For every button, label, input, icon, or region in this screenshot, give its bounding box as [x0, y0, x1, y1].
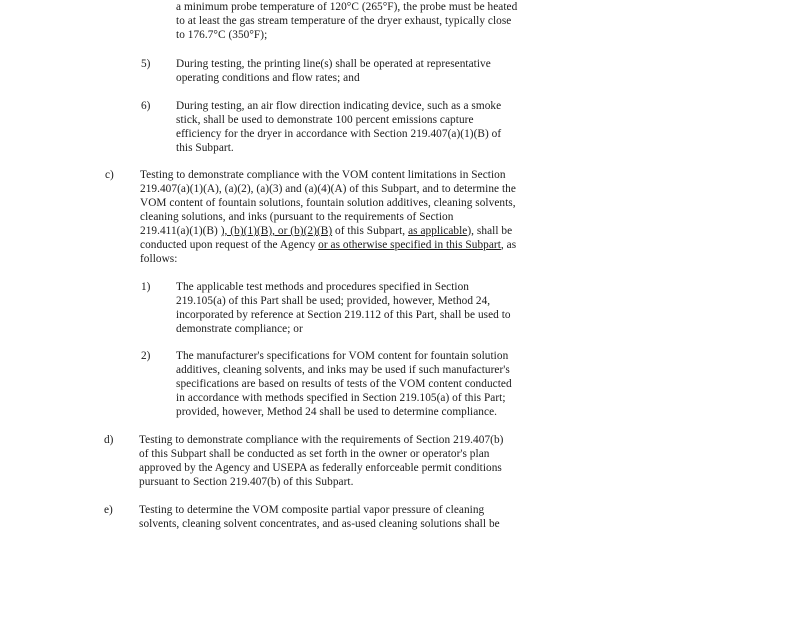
text-line: of this Subpart shall be conducted as set forth in the owner or operator's plan	[139, 448, 490, 460]
list-marker: 6)	[141, 100, 151, 112]
text-line: Testing to demonstrate compliance with the requirements of Section 219.407(b)	[139, 434, 504, 446]
text-line: to at least the gas stream temperature of the dryer exhaust, typically close	[176, 15, 512, 27]
list-marker: 2)	[141, 350, 151, 362]
text-line: a minimum probe temperature of 120°C (265°F), the probe must be heated	[176, 1, 518, 13]
text-line: VOM content of fountain solutions, fountain solution additives, cleaning solvents,	[140, 197, 516, 209]
text-segment: 219.411(a)(1)(B)	[140, 225, 221, 237]
text-line: solvents, cleaning solvent concentrates, and as-used cleaning solutions shall be	[139, 518, 500, 530]
text-line: approved by the Agency and USEPA as federally enforceable permit conditions	[139, 462, 502, 474]
text-line: 219.105(a) of this Part shall be used; provided, however, Method 24,	[176, 295, 491, 307]
text-line: operating conditions and flow rates; and	[176, 72, 360, 84]
section-marker: c)	[105, 169, 114, 181]
text-line: in accordance with methods specified in Section 219.105(a) of this Part;	[176, 392, 506, 404]
text-line: additives, cleaning solvents, and inks may be used if such manufacturer's	[176, 364, 510, 376]
list-marker: 5)	[141, 58, 151, 70]
text-line	[140, 238, 516, 252]
list-marker: 1)	[141, 281, 151, 293]
text-line: this Subpart.	[176, 142, 234, 154]
text-line: Testing to determine the VOM composite partial vapor pressure of cleaning	[139, 504, 485, 516]
text-line: 219.407(a)(1)(A), (a)(2), (a)(3) and (a)(4)(A) of this Subpart, and to determine the	[140, 183, 516, 195]
text-line: provided, however, Method 24 shall be used to determine compliance.	[176, 406, 498, 418]
text-line: Testing to demonstrate compliance with the VOM content limitations in Section	[140, 169, 506, 181]
text-line: to 176.7°C (350°F);	[176, 29, 268, 41]
text-segment: , as	[500, 239, 517, 251]
text-line: cleaning solutions, and inks (pursuant to the requirements of Section	[140, 211, 454, 223]
amended-text: or as otherwise specified in this Subpart	[318, 239, 501, 251]
text-line: stick, shall be used to demonstrate 100 percent emissions capture	[176, 114, 474, 126]
text-line: efficiency for the dryer in accordance with Section 219.407(a)(1)(B) of	[176, 128, 502, 140]
text-line	[140, 224, 512, 238]
text-segment: ), shall be	[467, 225, 513, 237]
text-line: demonstrate compliance; or	[176, 323, 303, 335]
section-marker: d)	[104, 434, 114, 446]
amended-text: ), (b)(1)(B), or (b)(2)(B)	[220, 225, 333, 237]
text-line: The manufacturer's specifications for VOM content for fountain solution	[176, 350, 509, 362]
text-segment: of this Subpart,	[332, 225, 409, 237]
text-line: pursuant to Section 219.407(b) of this Subpart.	[139, 476, 354, 488]
text-line: follows:	[140, 253, 178, 265]
text-line: During testing, the printing line(s) shall be operated at representative	[176, 58, 491, 70]
text-line: The applicable test methods and procedures specified in Section	[176, 281, 470, 293]
text-line: specifications are based on results of tests of the VOM content conducted	[176, 378, 512, 390]
text-segment: conducted upon request of the Agency	[140, 239, 319, 251]
text-line: During testing, an air flow direction indicating device, such as a smoke	[176, 100, 502, 112]
text-line: incorporated by reference at Section 219.112 of this Part, shall be used to	[176, 309, 511, 321]
amended-text: as applicable	[408, 225, 468, 237]
section-marker: e)	[104, 504, 113, 516]
